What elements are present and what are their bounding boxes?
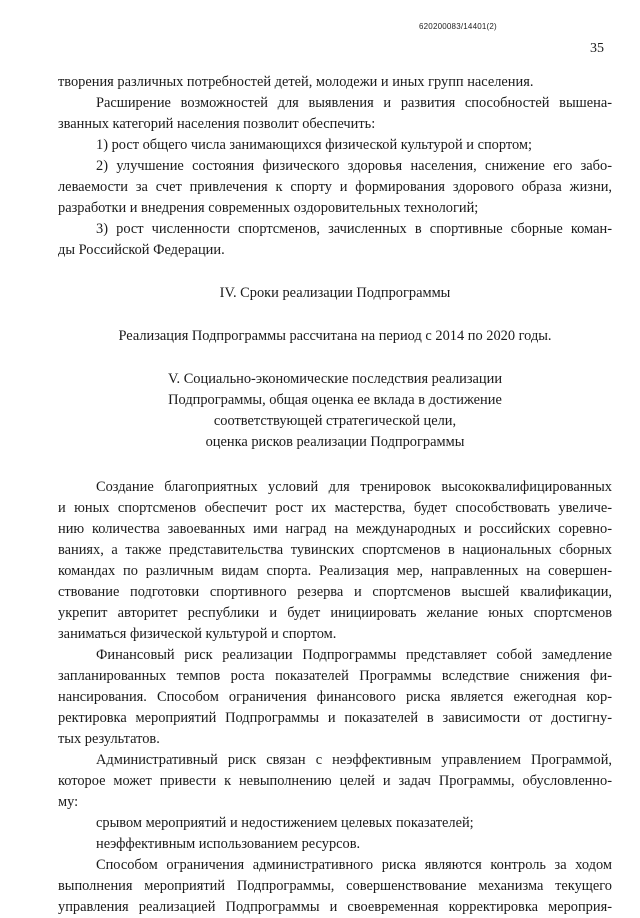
document-code: 620200083/14401(2) (419, 22, 497, 31)
text-line: ствование подготовки спортивного резерва и спортсменов высшей квалификации, (58, 584, 612, 600)
text-line: нансирования. Способом ограничения финансового риска является ежегодная кор- (58, 689, 612, 705)
page-content (58, 72, 612, 918)
text-line: которое может привести к невыполнению целей и задач Программы, обусловленно- (58, 773, 612, 789)
text-line: леваемости за счет привлечения к спорту и формирования здорового образа жизни, (58, 179, 612, 195)
text-line: Способом ограничения административного риска являются контроль за ходом (96, 857, 612, 873)
text-line: Расширение возможностей для выявления и развития способностей вышена- (96, 95, 612, 111)
section-5-title (58, 369, 612, 453)
text-line: Создание благоприятных условий для тренировок высококвалифицированных (96, 479, 612, 495)
text-line: ды Российской Федерации. (58, 242, 225, 258)
section-title-line: оценка рисков реализации Подпрограммы (205, 434, 465, 450)
text-line: управления реализацией Подпрограммы и своевременная корректировка мероприя- (58, 899, 612, 915)
section-title-line: V. Социально-экономические последствия реализации (167, 371, 503, 387)
text-line: заниматься физической культурой и спортом. (58, 626, 337, 642)
section-4-title: IV. Сроки реализации Подпрограммы (219, 285, 451, 301)
text-line: му: (58, 794, 79, 810)
text-line: и юных спортсменов обеспечит рост их мастерства, будет способствовать увеличе- (58, 500, 612, 516)
text-line: выполнения мероприятий Подпрограммы, совершенствование механизма текущего (58, 878, 612, 894)
text-line: ваниях, а также представительства тувинских спортсменов в национальных сборных (58, 542, 612, 558)
text-line: командах по различным видам спорта. Реализация мер, направленных на совершен- (58, 563, 612, 579)
page-number: 35 (590, 41, 604, 56)
section-4-text: Реализация Подпрограммы рассчитана на период с 2014 по 2020 годы. (118, 328, 552, 344)
text-line: Финансовый риск реализации Подпрограммы представляет собой замедление (96, 647, 612, 663)
paragraph-block-1 (58, 72, 612, 261)
text-line: званных категорий населения позволит обеспечить: (58, 116, 376, 132)
text-line: тых результатов. (58, 731, 160, 747)
text-line: нию количества завоеванных ими наград на международных и российских соревно- (58, 521, 612, 537)
text-line: неэффективным использованием ресурсов. (96, 836, 361, 852)
text-line: Административный риск связан с неэффективным управлением Программой, (96, 752, 612, 768)
text-line: срывом мероприятий и недостижением целевых показателей; (96, 815, 474, 831)
section-title-line: Подпрограммы, общая оценка ее вклада в достижение (168, 392, 502, 408)
text-line: 1) рост общего числа занимающихся физической культурой и спортом; (96, 137, 532, 153)
text-line: 3) рост численности спортсменов, зачисленных в спортивные сборные коман- (96, 221, 612, 237)
paragraph-block-2 (58, 477, 612, 918)
text-line: укрепит авторитет республики и будет инициировать желание юных спортсменов (58, 605, 612, 621)
text-line: ректировка мероприятий Подпрограммы и показателей в зависимости от достигну- (58, 710, 612, 726)
text-line: творения различных потребностей детей, молодежи и иных групп населения. (58, 74, 534, 90)
section-title-line: соответствующей стратегической цели, (213, 413, 457, 429)
text-line: разработки и внедрения современных оздоровительных технологий; (58, 200, 479, 216)
text-line: 2) улучшение состояния физического здоровья населения, снижение его забо- (96, 158, 612, 174)
text-line: запланированных темпов роста показателей Программы вследствие снижения фи- (58, 668, 612, 684)
